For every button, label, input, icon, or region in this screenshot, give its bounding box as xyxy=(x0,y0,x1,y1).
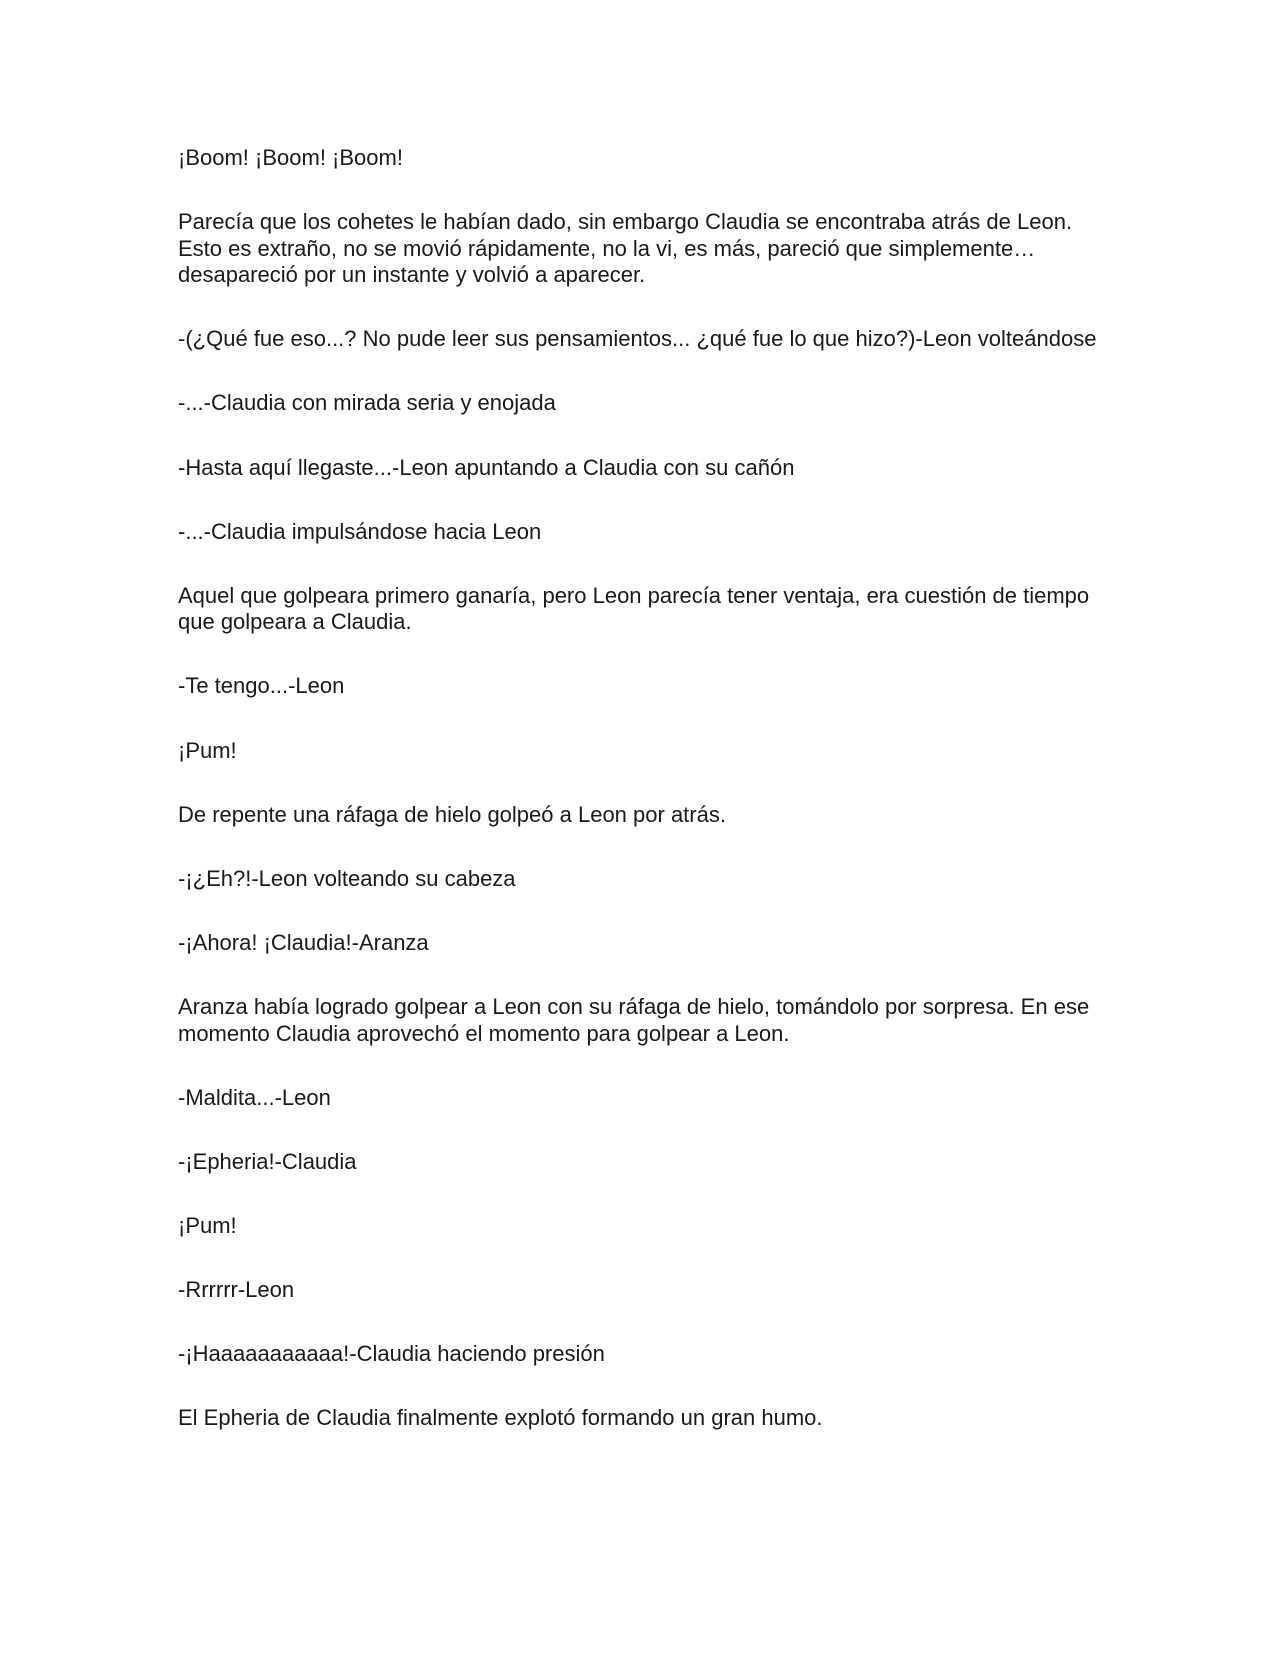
paragraph-7: Aquel que golpeara primero ganaría, pero Leon parecía tener ventaja, era cuestión de tiempo que golpeara a Claudia. xyxy=(178,582,1090,635)
paragraph-14: -Maldita...-Leon xyxy=(178,1084,331,1110)
paragraph-16: ¡Pum! xyxy=(178,1212,237,1238)
paragraph-2: Parecía que los cohetes le habían dado, sin embargo Claudia se encontraba atrás de Leon. Esto es extraño, no se movió rápidamente, no la vi, es más, pareció que simplemente… desapareció por un instante y volvió a aparecer. xyxy=(178,209,1073,288)
story-text xyxy=(178,145,1098,1469)
paragraph-10: De repente una ráfaga de hielo golpeó a Leon por atrás. xyxy=(178,801,726,827)
paragraph-19: El Epheria de Claudia finalmente explotó formando un gran humo. xyxy=(178,1405,823,1431)
paragraph-1: ¡Boom! ¡Boom! ¡Boom! xyxy=(178,145,403,170)
paragraph-15: -¡Epheria!-Claudia xyxy=(178,1148,357,1174)
paragraph-5: -Hasta aquí llegaste...-Leon apuntando a Claudia con su cañón xyxy=(178,454,795,480)
paragraph-9: ¡Pum! xyxy=(178,737,237,763)
paragraph-18: -¡Haaaaaaaaaaa!-Claudia haciendo presión xyxy=(178,1340,605,1366)
paragraph-4: -...-Claudia con mirada seria y enojada xyxy=(178,390,556,416)
paragraph-3: -(¿Qué fue eso...? No pude leer sus pensamientos... ¿qué fue lo que hizo?)-Leon volteándose xyxy=(178,326,1097,352)
paragraph-6: -...-Claudia impulsándose hacia Leon xyxy=(178,518,542,544)
paragraph-13: Aranza había logrado golpear a Leon con su ráfaga de hielo, tomándolo por sorpresa. En ese momento Claudia aprovechó el momento para golpear a Leon. xyxy=(178,993,1090,1046)
paragraph-12: -¡Ahora! ¡Claudia!-Aranza xyxy=(178,929,429,955)
paragraph-11: -¡¿Eh?!-Leon volteando su cabeza xyxy=(178,865,516,891)
paragraph-8: -Te tengo...-Leon xyxy=(178,673,345,699)
paragraph-17: -Rrrrrr-Leon xyxy=(178,1276,295,1302)
